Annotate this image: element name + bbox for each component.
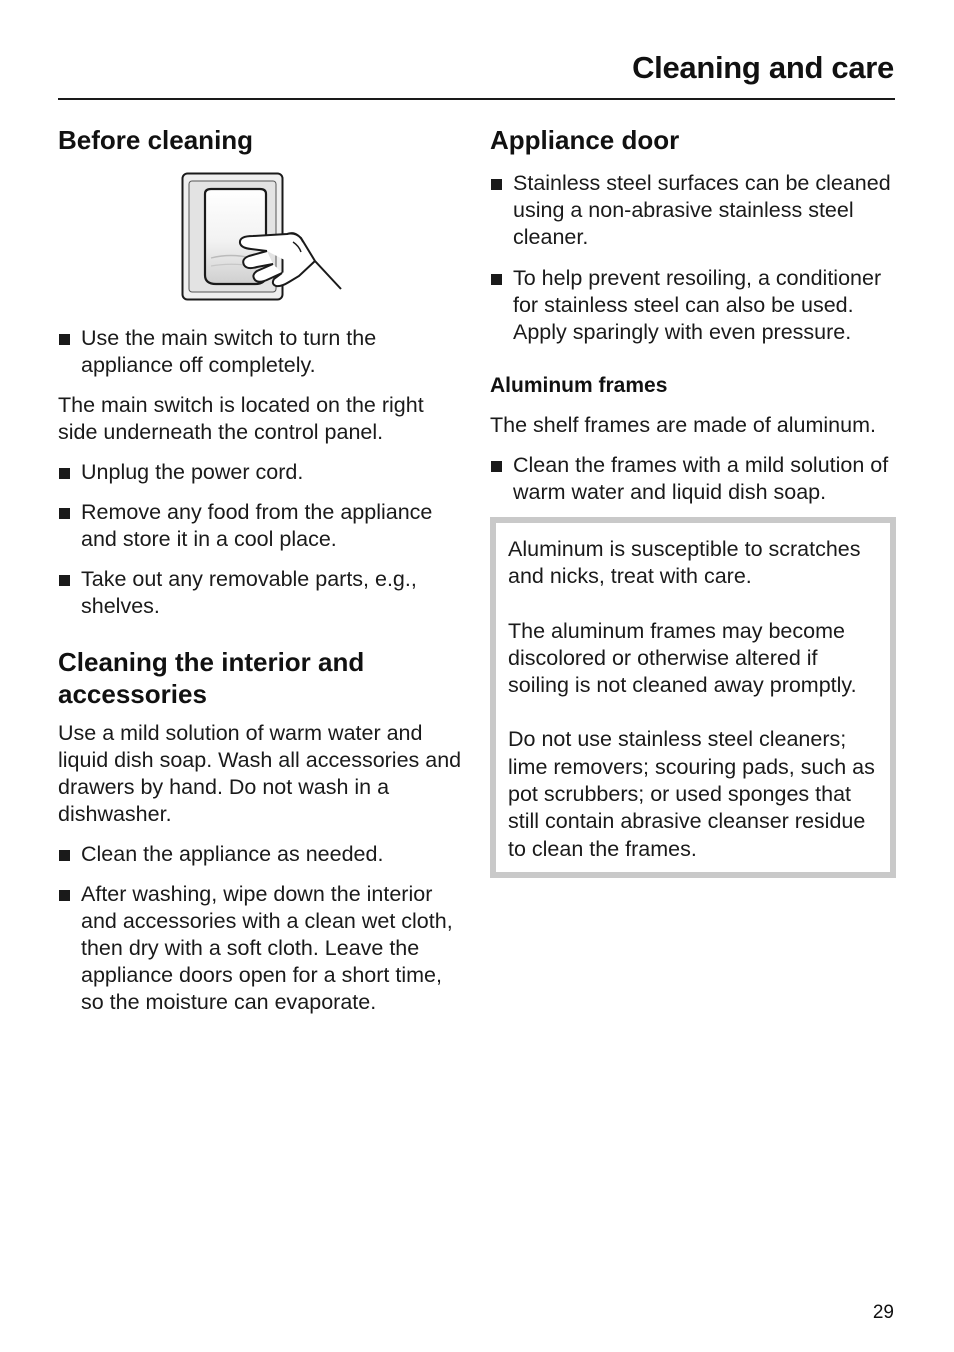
list-item: Unplug the power cord. [58, 459, 468, 486]
list-item: Use the main switch to turn the appliance off completely. [58, 325, 468, 379]
appliance-door-heading: Appliance door [490, 125, 680, 155]
before-cleaning-list-1 [58, 325, 468, 379]
hand-pressing-switch-icon [181, 172, 351, 304]
list-item: After washing, wipe down the interior and accessories with a clean wet cloth, then dry with a soft cloth. Leave the appliance doors open for a short time, so the moisture can evaporate. [58, 881, 468, 1016]
right-column [490, 124, 896, 878]
list-item: Stainless steel surfaces can be cleaned using a non-abrasive stainless steel cleaner. [490, 170, 896, 251]
note-paragraph: Aluminum is susceptible to scratches and nicks, treat with care. [508, 537, 861, 589]
aluminum-frames-intro-text: The shelf frames are made of aluminum. [490, 413, 876, 437]
aluminum-frames-list [490, 452, 896, 506]
left-column [58, 124, 468, 1016]
header-rule [58, 98, 895, 100]
before-cleaning-list-2 [58, 459, 468, 620]
interior-heading: Cleaning the interior and accessories [58, 647, 365, 709]
aluminum-frames-heading: Aluminum frames [490, 374, 668, 397]
note-paragraph: Do not use stainless steel cleaners; lime removers; scouring pads, such as pot scrubbers; or used sponges that still contain abrasive cleanser residue to clean the frames. [508, 727, 875, 861]
list-item: Take out any removable parts, e.g., shelves. [58, 566, 468, 620]
main-switch-location-text: The main switch is located on the right side underneath the control panel. [58, 393, 424, 444]
page-number: 29 [872, 1302, 894, 1323]
page-title: Cleaning and care [632, 50, 894, 85]
note-paragraph: The aluminum frames may become discolored or otherwise altered if soiling is not cleaned away promptly. [508, 618, 857, 698]
list-item: To help prevent resoiling, a conditioner for stainless steel can also be used. Apply sparingly with even pressure. [490, 265, 896, 346]
list-item: Remove any food from the appliance and store it in a cool place. [58, 499, 468, 553]
before-cleaning-heading: Before cleaning [58, 125, 254, 155]
list-item: Clean the appliance as needed. [58, 841, 468, 868]
interior-list [58, 841, 468, 1016]
list-item: Clean the frames with a mild solution of warm water and liquid dish soap. [490, 452, 896, 506]
warning-note-box [490, 517, 896, 878]
appliance-door-list [490, 170, 896, 346]
interior-intro-text: Use a mild solution of warm water and liquid dish soap. Wash all accessories and drawers by hand. Do not wash in a dishwasher. [58, 721, 462, 826]
